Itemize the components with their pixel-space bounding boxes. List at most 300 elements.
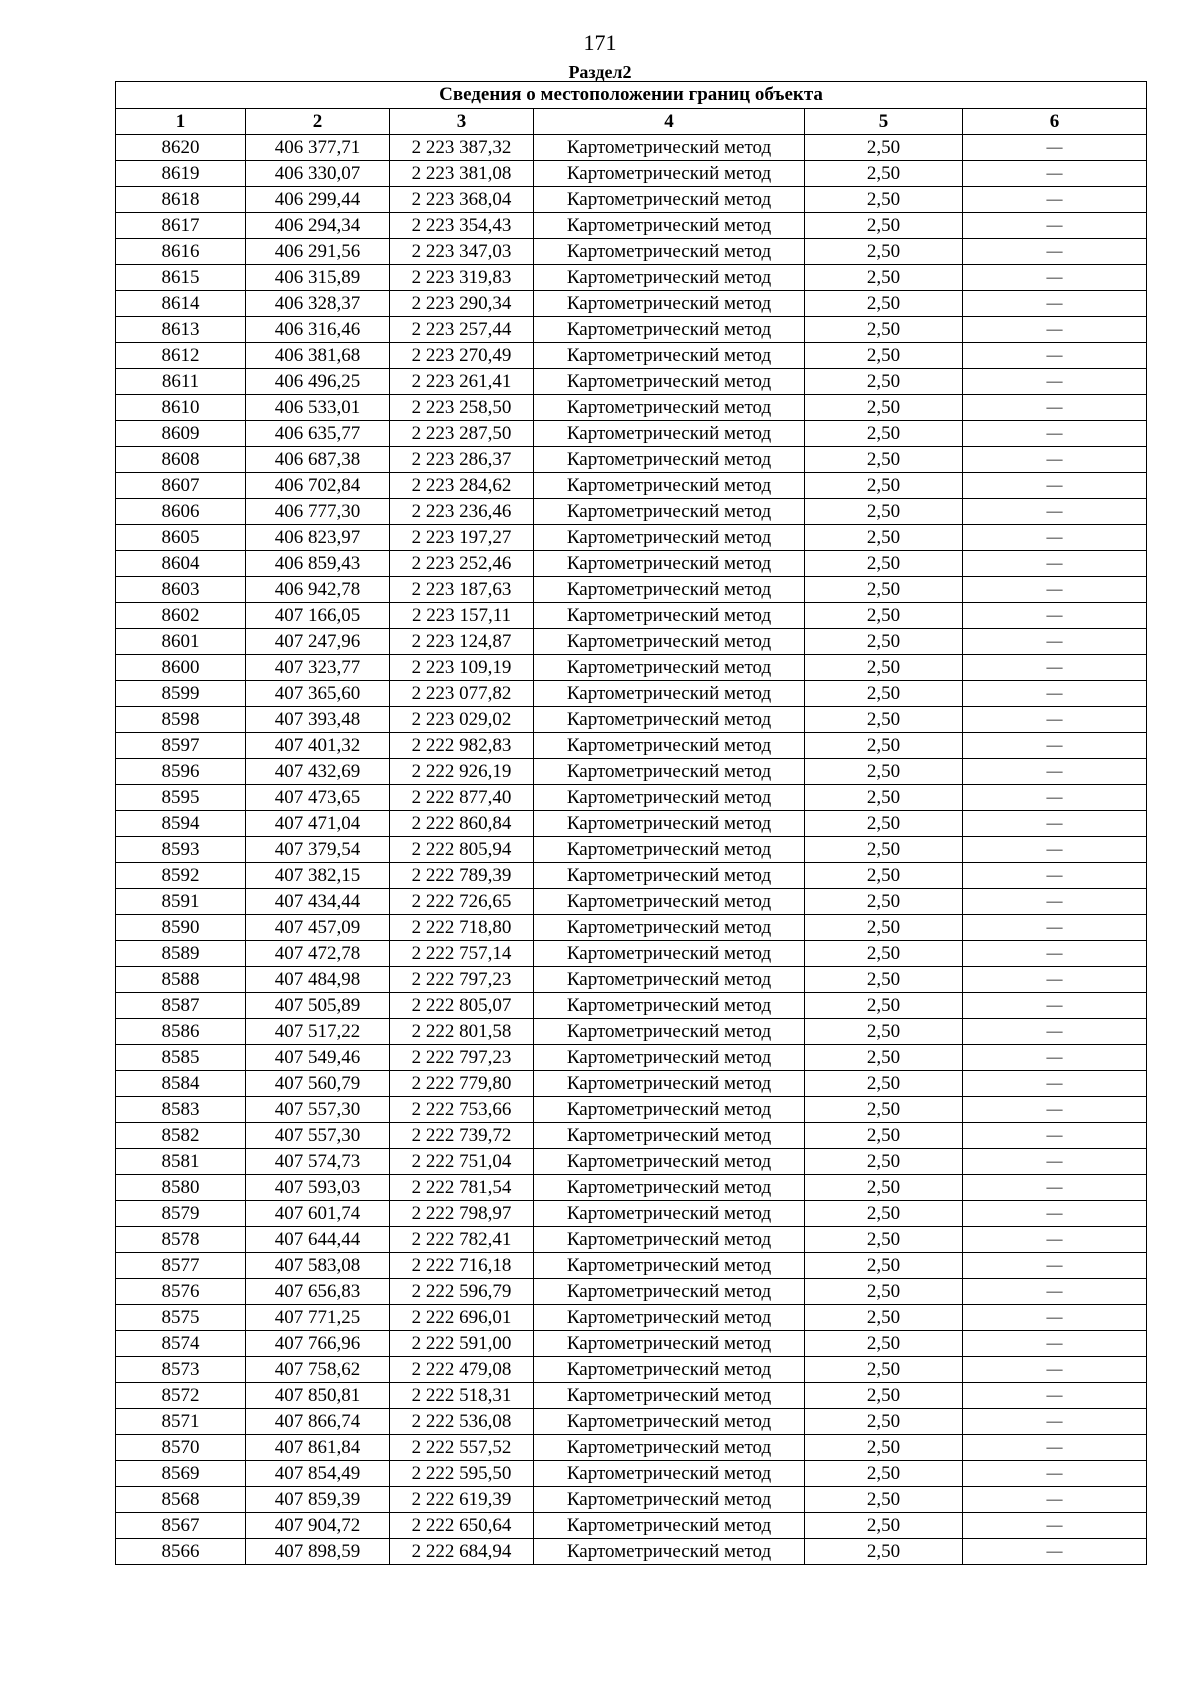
y-coordinate-cell: 2 222 718,80 xyxy=(390,915,534,941)
table-row xyxy=(116,1305,1147,1331)
precision-cell: 2,50 xyxy=(805,213,963,239)
method-cell: Картометрический метод xyxy=(534,1383,805,1409)
precision-cell: 2,50 xyxy=(805,1487,963,1513)
y-coordinate-cell: 2 222 536,08 xyxy=(390,1409,534,1435)
table-row xyxy=(116,967,1147,993)
table-row xyxy=(116,1227,1147,1253)
precision-cell: 2,50 xyxy=(805,1201,963,1227)
precision-cell: 2,50 xyxy=(805,447,963,473)
precision-cell: 2,50 xyxy=(805,1097,963,1123)
x-coordinate-cell: 406 859,43 xyxy=(246,551,390,577)
point-number-cell: 8585 xyxy=(116,1045,246,1071)
method-cell: Картометрический метод xyxy=(534,629,805,655)
table-row xyxy=(116,421,1147,447)
table-row xyxy=(116,785,1147,811)
method-cell: Картометрический метод xyxy=(534,915,805,941)
method-cell: Картометрический метод xyxy=(534,343,805,369)
y-coordinate-cell: 2 223 187,63 xyxy=(390,577,534,603)
x-coordinate-cell: 407 557,30 xyxy=(246,1123,390,1149)
point-number-cell: 8578 xyxy=(116,1227,246,1253)
x-coordinate-cell: 407 861,84 xyxy=(246,1435,390,1461)
table-row xyxy=(116,1123,1147,1149)
table-row xyxy=(116,707,1147,733)
x-coordinate-cell: 407 574,73 xyxy=(246,1149,390,1175)
x-coordinate-cell: 407 904,72 xyxy=(246,1513,390,1539)
point-number-cell: 8592 xyxy=(116,863,246,889)
precision-cell: 2,50 xyxy=(805,343,963,369)
method-cell: Картометрический метод xyxy=(534,1409,805,1435)
x-coordinate-cell: 406 316,46 xyxy=(246,317,390,343)
table-row xyxy=(116,1409,1147,1435)
x-coordinate-cell: 407 549,46 xyxy=(246,1045,390,1071)
table-row xyxy=(116,1539,1147,1565)
note-cell: — xyxy=(963,187,1147,213)
method-cell: Картометрический метод xyxy=(534,681,805,707)
y-coordinate-cell: 2 222 779,80 xyxy=(390,1071,534,1097)
y-coordinate-cell: 2 222 619,39 xyxy=(390,1487,534,1513)
y-coordinate-cell: 2 223 387,32 xyxy=(390,135,534,161)
x-coordinate-cell: 407 898,59 xyxy=(246,1539,390,1565)
method-cell: Картометрический метод xyxy=(534,317,805,343)
precision-cell: 2,50 xyxy=(805,1279,963,1305)
y-coordinate-cell: 2 222 557,52 xyxy=(390,1435,534,1461)
note-cell: — xyxy=(963,1539,1147,1565)
y-coordinate-cell: 2 222 479,08 xyxy=(390,1357,534,1383)
y-coordinate-cell: 2 222 684,94 xyxy=(390,1539,534,1565)
y-coordinate-cell: 2 222 726,65 xyxy=(390,889,534,915)
x-coordinate-cell: 407 859,39 xyxy=(246,1487,390,1513)
table-row xyxy=(116,915,1147,941)
x-coordinate-cell: 406 777,30 xyxy=(246,499,390,525)
method-cell: Картометрический метод xyxy=(534,265,805,291)
note-cell: — xyxy=(963,681,1147,707)
method-cell: Картометрический метод xyxy=(534,837,805,863)
table-row xyxy=(116,265,1147,291)
y-coordinate-cell: 2 223 157,11 xyxy=(390,603,534,629)
method-cell: Картометрический метод xyxy=(534,1175,805,1201)
precision-cell: 2,50 xyxy=(805,733,963,759)
table-row xyxy=(116,1331,1147,1357)
y-coordinate-cell: 2 223 319,83 xyxy=(390,265,534,291)
x-coordinate-cell: 406 533,01 xyxy=(246,395,390,421)
method-cell: Картометрический метод xyxy=(534,707,805,733)
method-cell: Картометрический метод xyxy=(534,603,805,629)
precision-cell: 2,50 xyxy=(805,1123,963,1149)
point-number-cell: 8596 xyxy=(116,759,246,785)
point-number-cell: 8593 xyxy=(116,837,246,863)
precision-cell: 2,50 xyxy=(805,1305,963,1331)
point-number-cell: 8609 xyxy=(116,421,246,447)
table-row xyxy=(116,1045,1147,1071)
table-row xyxy=(116,1357,1147,1383)
x-coordinate-cell: 407 644,44 xyxy=(246,1227,390,1253)
point-number-cell: 8602 xyxy=(116,603,246,629)
note-cell: — xyxy=(963,837,1147,863)
y-coordinate-cell: 2 222 805,07 xyxy=(390,993,534,1019)
point-number-cell: 8573 xyxy=(116,1357,246,1383)
note-cell: — xyxy=(963,499,1147,525)
note-cell: — xyxy=(963,707,1147,733)
point-number-cell: 8580 xyxy=(116,1175,246,1201)
note-cell: — xyxy=(963,447,1147,473)
table-row xyxy=(116,681,1147,707)
method-cell: Картометрический метод xyxy=(534,187,805,213)
table-row xyxy=(116,993,1147,1019)
column-header: 5 xyxy=(805,109,963,135)
x-coordinate-cell: 407 434,44 xyxy=(246,889,390,915)
note-cell: — xyxy=(963,1123,1147,1149)
x-coordinate-cell: 406 377,71 xyxy=(246,135,390,161)
x-coordinate-cell: 407 473,65 xyxy=(246,785,390,811)
precision-cell: 2,50 xyxy=(805,1513,963,1539)
method-cell: Картометрический метод xyxy=(534,291,805,317)
point-number-cell: 8605 xyxy=(116,525,246,551)
precision-cell: 2,50 xyxy=(805,1331,963,1357)
x-coordinate-cell: 407 505,89 xyxy=(246,993,390,1019)
x-coordinate-cell: 407 166,05 xyxy=(246,603,390,629)
y-coordinate-cell: 2 222 781,54 xyxy=(390,1175,534,1201)
precision-cell: 2,50 xyxy=(805,525,963,551)
method-cell: Картометрический метод xyxy=(534,499,805,525)
y-coordinate-cell: 2 222 798,97 xyxy=(390,1201,534,1227)
method-cell: Картометрический метод xyxy=(534,1019,805,1045)
method-cell: Картометрический метод xyxy=(534,369,805,395)
precision-cell: 2,50 xyxy=(805,1019,963,1045)
point-number-cell: 8588 xyxy=(116,967,246,993)
point-number-cell: 8591 xyxy=(116,889,246,915)
table-row xyxy=(116,135,1147,161)
precision-cell: 2,50 xyxy=(805,759,963,785)
note-cell: — xyxy=(963,1071,1147,1097)
y-coordinate-cell: 2 222 596,79 xyxy=(390,1279,534,1305)
x-coordinate-cell: 406 702,84 xyxy=(246,473,390,499)
point-number-cell: 8611 xyxy=(116,369,246,395)
y-coordinate-cell: 2 222 860,84 xyxy=(390,811,534,837)
precision-cell: 2,50 xyxy=(805,265,963,291)
note-cell: — xyxy=(963,1513,1147,1539)
precision-cell: 2,50 xyxy=(805,161,963,187)
method-cell: Картометрический метод xyxy=(534,473,805,499)
point-number-cell: 8608 xyxy=(116,447,246,473)
method-cell: Картометрический метод xyxy=(534,759,805,785)
y-coordinate-cell: 2 222 789,39 xyxy=(390,863,534,889)
x-coordinate-cell: 407 484,98 xyxy=(246,967,390,993)
y-coordinate-cell: 2 223 236,46 xyxy=(390,499,534,525)
note-cell: — xyxy=(963,161,1147,187)
x-coordinate-cell: 407 365,60 xyxy=(246,681,390,707)
y-coordinate-cell: 2 223 197,27 xyxy=(390,525,534,551)
precision-cell: 2,50 xyxy=(805,135,963,161)
method-cell: Картометрический метод xyxy=(534,785,805,811)
precision-cell: 2,50 xyxy=(805,421,963,447)
table-row xyxy=(116,733,1147,759)
y-coordinate-cell: 2 223 347,03 xyxy=(390,239,534,265)
method-cell: Картометрический метод xyxy=(534,161,805,187)
table-row xyxy=(116,577,1147,603)
precision-cell: 2,50 xyxy=(805,707,963,733)
x-coordinate-cell: 407 560,79 xyxy=(246,1071,390,1097)
note-cell: — xyxy=(963,395,1147,421)
x-coordinate-cell: 406 496,25 xyxy=(246,369,390,395)
table-row xyxy=(116,551,1147,577)
table-row xyxy=(116,343,1147,369)
point-number-cell: 8612 xyxy=(116,343,246,369)
point-number-cell: 8613 xyxy=(116,317,246,343)
x-coordinate-cell: 407 432,69 xyxy=(246,759,390,785)
point-number-cell: 8571 xyxy=(116,1409,246,1435)
table-row xyxy=(116,759,1147,785)
method-cell: Картометрический метод xyxy=(534,1539,805,1565)
x-coordinate-cell: 407 247,96 xyxy=(246,629,390,655)
y-coordinate-cell: 2 222 753,66 xyxy=(390,1097,534,1123)
point-number-cell: 8604 xyxy=(116,551,246,577)
column-header: 4 xyxy=(534,109,805,135)
y-coordinate-cell: 2 222 801,58 xyxy=(390,1019,534,1045)
note-cell: — xyxy=(963,1435,1147,1461)
x-coordinate-cell: 406 823,97 xyxy=(246,525,390,551)
precision-cell: 2,50 xyxy=(805,551,963,577)
table-row xyxy=(116,629,1147,655)
column-header-row xyxy=(116,109,1147,135)
precision-cell: 2,50 xyxy=(805,941,963,967)
table-row xyxy=(116,317,1147,343)
note-cell: — xyxy=(963,889,1147,915)
y-coordinate-cell: 2 223 109,19 xyxy=(390,655,534,681)
note-cell: — xyxy=(963,1227,1147,1253)
note-cell: — xyxy=(963,785,1147,811)
table-row xyxy=(116,1461,1147,1487)
method-cell: Картометрический метод xyxy=(534,1487,805,1513)
precision-cell: 2,50 xyxy=(805,811,963,837)
note-cell: — xyxy=(963,291,1147,317)
y-coordinate-cell: 2 223 286,37 xyxy=(390,447,534,473)
table-row xyxy=(116,291,1147,317)
table-row xyxy=(116,1071,1147,1097)
precision-cell: 2,50 xyxy=(805,239,963,265)
y-coordinate-cell: 2 223 284,62 xyxy=(390,473,534,499)
precision-cell: 2,50 xyxy=(805,655,963,681)
y-coordinate-cell: 2 222 595,50 xyxy=(390,1461,534,1487)
precision-cell: 2,50 xyxy=(805,473,963,499)
method-cell: Картометрический метод xyxy=(534,889,805,915)
y-coordinate-cell: 2 223 290,34 xyxy=(390,291,534,317)
table-caption-row xyxy=(116,82,1147,109)
point-number-cell: 8619 xyxy=(116,161,246,187)
note-cell: — xyxy=(963,915,1147,941)
note-cell: — xyxy=(963,265,1147,291)
note-cell: — xyxy=(963,1331,1147,1357)
method-cell: Картометрический метод xyxy=(534,655,805,681)
note-cell: — xyxy=(963,343,1147,369)
table-row xyxy=(116,655,1147,681)
point-number-cell: 8582 xyxy=(116,1123,246,1149)
point-number-cell: 8603 xyxy=(116,577,246,603)
column-header: 3 xyxy=(390,109,534,135)
precision-cell: 2,50 xyxy=(805,889,963,915)
x-coordinate-cell: 407 401,32 xyxy=(246,733,390,759)
table-row xyxy=(116,499,1147,525)
note-cell: — xyxy=(963,369,1147,395)
precision-cell: 2,50 xyxy=(805,1539,963,1565)
x-coordinate-cell: 407 766,96 xyxy=(246,1331,390,1357)
x-coordinate-cell: 407 471,04 xyxy=(246,811,390,837)
point-number-cell: 8568 xyxy=(116,1487,246,1513)
y-coordinate-cell: 2 222 926,19 xyxy=(390,759,534,785)
point-number-cell: 8587 xyxy=(116,993,246,1019)
precision-cell: 2,50 xyxy=(805,577,963,603)
y-coordinate-cell: 2 223 124,87 xyxy=(390,629,534,655)
y-coordinate-cell: 2 223 287,50 xyxy=(390,421,534,447)
method-cell: Картометрический метод xyxy=(534,1071,805,1097)
point-number-cell: 8567 xyxy=(116,1513,246,1539)
table-row xyxy=(116,525,1147,551)
method-cell: Картометрический метод xyxy=(534,447,805,473)
precision-cell: 2,50 xyxy=(805,1045,963,1071)
point-number-cell: 8579 xyxy=(116,1201,246,1227)
precision-cell: 2,50 xyxy=(805,863,963,889)
x-coordinate-cell: 407 472,78 xyxy=(246,941,390,967)
method-cell: Картометрический метод xyxy=(534,733,805,759)
point-number-cell: 8615 xyxy=(116,265,246,291)
method-cell: Картометрический метод xyxy=(534,1279,805,1305)
table-row xyxy=(116,1279,1147,1305)
x-coordinate-cell: 407 457,09 xyxy=(246,915,390,941)
note-cell: — xyxy=(963,1383,1147,1409)
note-cell: — xyxy=(963,1279,1147,1305)
point-number-cell: 8575 xyxy=(116,1305,246,1331)
y-coordinate-cell: 2 223 077,82 xyxy=(390,681,534,707)
precision-cell: 2,50 xyxy=(805,499,963,525)
point-number-cell: 8607 xyxy=(116,473,246,499)
y-coordinate-cell: 2 223 029,02 xyxy=(390,707,534,733)
point-number-cell: 8600 xyxy=(116,655,246,681)
precision-cell: 2,50 xyxy=(805,681,963,707)
table-row xyxy=(116,1513,1147,1539)
note-cell: — xyxy=(963,1149,1147,1175)
x-coordinate-cell: 406 291,56 xyxy=(246,239,390,265)
table-row xyxy=(116,447,1147,473)
page-number: 171 xyxy=(583,30,617,55)
table-row xyxy=(116,1097,1147,1123)
y-coordinate-cell: 2 222 982,83 xyxy=(390,733,534,759)
precision-cell: 2,50 xyxy=(805,785,963,811)
table-row xyxy=(116,1175,1147,1201)
y-coordinate-cell: 2 222 797,23 xyxy=(390,1045,534,1071)
method-cell: Картометрический метод xyxy=(534,135,805,161)
note-cell: — xyxy=(963,655,1147,681)
table-row xyxy=(116,161,1147,187)
y-coordinate-cell: 2 222 797,23 xyxy=(390,967,534,993)
y-coordinate-cell: 2 223 368,04 xyxy=(390,187,534,213)
table-row xyxy=(116,187,1147,213)
note-cell: — xyxy=(963,1487,1147,1513)
x-coordinate-cell: 406 942,78 xyxy=(246,577,390,603)
table-row xyxy=(116,1019,1147,1045)
table-row xyxy=(116,1201,1147,1227)
x-coordinate-cell: 406 330,07 xyxy=(246,161,390,187)
point-number-cell: 8569 xyxy=(116,1461,246,1487)
precision-cell: 2,50 xyxy=(805,603,963,629)
note-cell: — xyxy=(963,135,1147,161)
method-cell: Картометрический метод xyxy=(534,1357,805,1383)
method-cell: Картометрический метод xyxy=(534,1227,805,1253)
method-cell: Картометрический метод xyxy=(534,863,805,889)
x-coordinate-cell: 407 866,74 xyxy=(246,1409,390,1435)
method-cell: Картометрический метод xyxy=(534,1305,805,1331)
note-cell: — xyxy=(963,733,1147,759)
method-cell: Картометрический метод xyxy=(534,1461,805,1487)
y-coordinate-cell: 2 222 650,64 xyxy=(390,1513,534,1539)
note-cell: — xyxy=(963,1045,1147,1071)
x-coordinate-cell: 407 593,03 xyxy=(246,1175,390,1201)
precision-cell: 2,50 xyxy=(805,369,963,395)
note-cell: — xyxy=(963,759,1147,785)
point-number-cell: 8610 xyxy=(116,395,246,421)
point-number-cell: 8566 xyxy=(116,1539,246,1565)
method-cell: Картометрический метод xyxy=(534,1149,805,1175)
column-header: 2 xyxy=(246,109,390,135)
point-number-cell: 8583 xyxy=(116,1097,246,1123)
x-coordinate-cell: 406 381,68 xyxy=(246,343,390,369)
x-coordinate-cell: 406 328,37 xyxy=(246,291,390,317)
method-cell: Картометрический метод xyxy=(534,1331,805,1357)
table-body xyxy=(116,135,1147,1565)
note-cell: — xyxy=(963,577,1147,603)
x-coordinate-cell: 407 382,15 xyxy=(246,863,390,889)
note-cell: — xyxy=(963,941,1147,967)
note-cell: — xyxy=(963,1253,1147,1279)
method-cell: Картометрический метод xyxy=(534,967,805,993)
x-coordinate-cell: 407 557,30 xyxy=(246,1097,390,1123)
note-cell: — xyxy=(963,473,1147,499)
table-row xyxy=(116,863,1147,889)
method-cell: Картометрический метод xyxy=(534,1435,805,1461)
x-coordinate-cell: 407 517,22 xyxy=(246,1019,390,1045)
table-row xyxy=(116,1487,1147,1513)
precision-cell: 2,50 xyxy=(805,1409,963,1435)
y-coordinate-cell: 2 223 257,44 xyxy=(390,317,534,343)
method-cell: Картометрический метод xyxy=(534,1045,805,1071)
method-cell: Картометрический метод xyxy=(534,1253,805,1279)
precision-cell: 2,50 xyxy=(805,629,963,655)
table-row xyxy=(116,889,1147,915)
note-cell: — xyxy=(963,863,1147,889)
precision-cell: 2,50 xyxy=(805,187,963,213)
precision-cell: 2,50 xyxy=(805,915,963,941)
point-number-cell: 8620 xyxy=(116,135,246,161)
note-cell: — xyxy=(963,317,1147,343)
table-row xyxy=(116,213,1147,239)
note-cell: — xyxy=(963,603,1147,629)
y-coordinate-cell: 2 223 354,43 xyxy=(390,213,534,239)
table-row xyxy=(116,395,1147,421)
method-cell: Картометрический метод xyxy=(534,551,805,577)
table-caption: Сведения о местоположении границ объекта xyxy=(116,82,1147,109)
note-cell: — xyxy=(963,1019,1147,1045)
x-coordinate-cell: 407 393,48 xyxy=(246,707,390,733)
note-cell: — xyxy=(963,811,1147,837)
y-coordinate-cell: 2 222 518,31 xyxy=(390,1383,534,1409)
x-coordinate-cell: 407 850,81 xyxy=(246,1383,390,1409)
boundary-table xyxy=(115,81,1147,1565)
x-coordinate-cell: 407 323,77 xyxy=(246,655,390,681)
table-row xyxy=(116,473,1147,499)
table-row xyxy=(116,837,1147,863)
point-number-cell: 8577 xyxy=(116,1253,246,1279)
y-coordinate-cell: 2 222 751,04 xyxy=(390,1149,534,1175)
x-coordinate-cell: 407 758,62 xyxy=(246,1357,390,1383)
point-number-cell: 8586 xyxy=(116,1019,246,1045)
